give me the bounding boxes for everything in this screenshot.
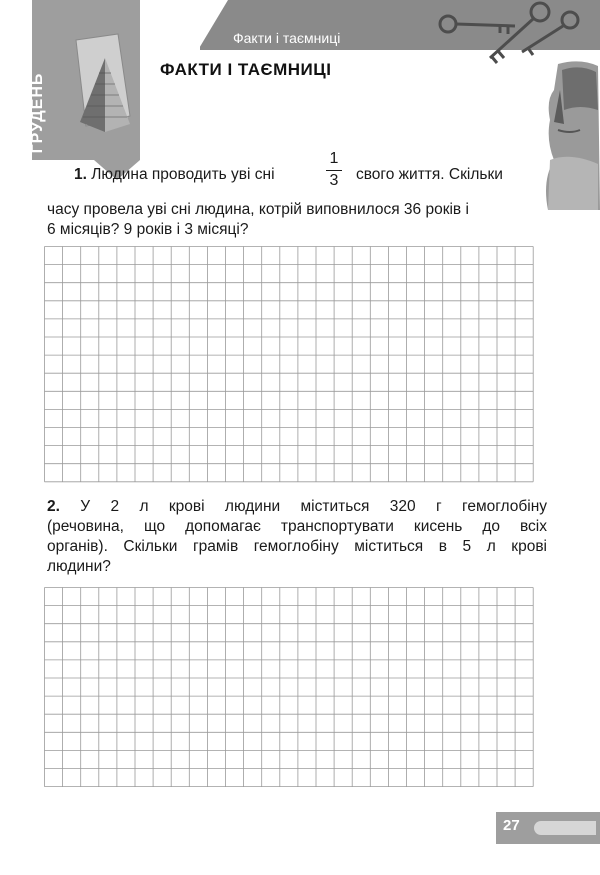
task2-line2: (речовина, що допомагає транспортувати кисень до всіх (47, 518, 547, 535)
fraction-denominator: 3 (329, 172, 339, 189)
task1-line2: часу провела уві сні людина, котрій виповнилося 36 років і (47, 201, 469, 218)
task2-line3: органів). Скільки грамів гемоглобіну міститься в 5 л крові (47, 538, 547, 555)
fraction (324, 150, 344, 190)
answer-grid-1[interactable] (44, 246, 536, 483)
task1-text-before-fraction: Людина проводить уві сні (91, 166, 275, 183)
month-label: ГРУДЕНЬ (29, 72, 46, 154)
pyramid-icon (72, 30, 132, 140)
task2-number: 2. (47, 498, 60, 515)
answer-grid-2[interactable] (44, 587, 536, 788)
task1-line3: 6 місяців? 9 років і 3 місяці? (47, 221, 249, 238)
fraction-bar (326, 170, 342, 171)
fraction-numerator: 1 (329, 150, 339, 167)
task1-text-after-fraction: свого життя. Скільки (356, 166, 503, 183)
task2-text (47, 497, 547, 577)
task1-line1 (74, 165, 275, 185)
section-header-title: Факти і таємниці (233, 30, 341, 46)
page-title: ФАКТИ І ТАЄМНИЦІ (160, 60, 332, 79)
moai-statue-icon (540, 60, 600, 220)
task2-line1: 2. У 2 л крові людини міститься 320 г гемоглобіну (47, 498, 548, 515)
task1-number: 1. (74, 166, 87, 183)
task2-line4: людини? (47, 558, 111, 575)
page-number: 27 (503, 817, 520, 834)
